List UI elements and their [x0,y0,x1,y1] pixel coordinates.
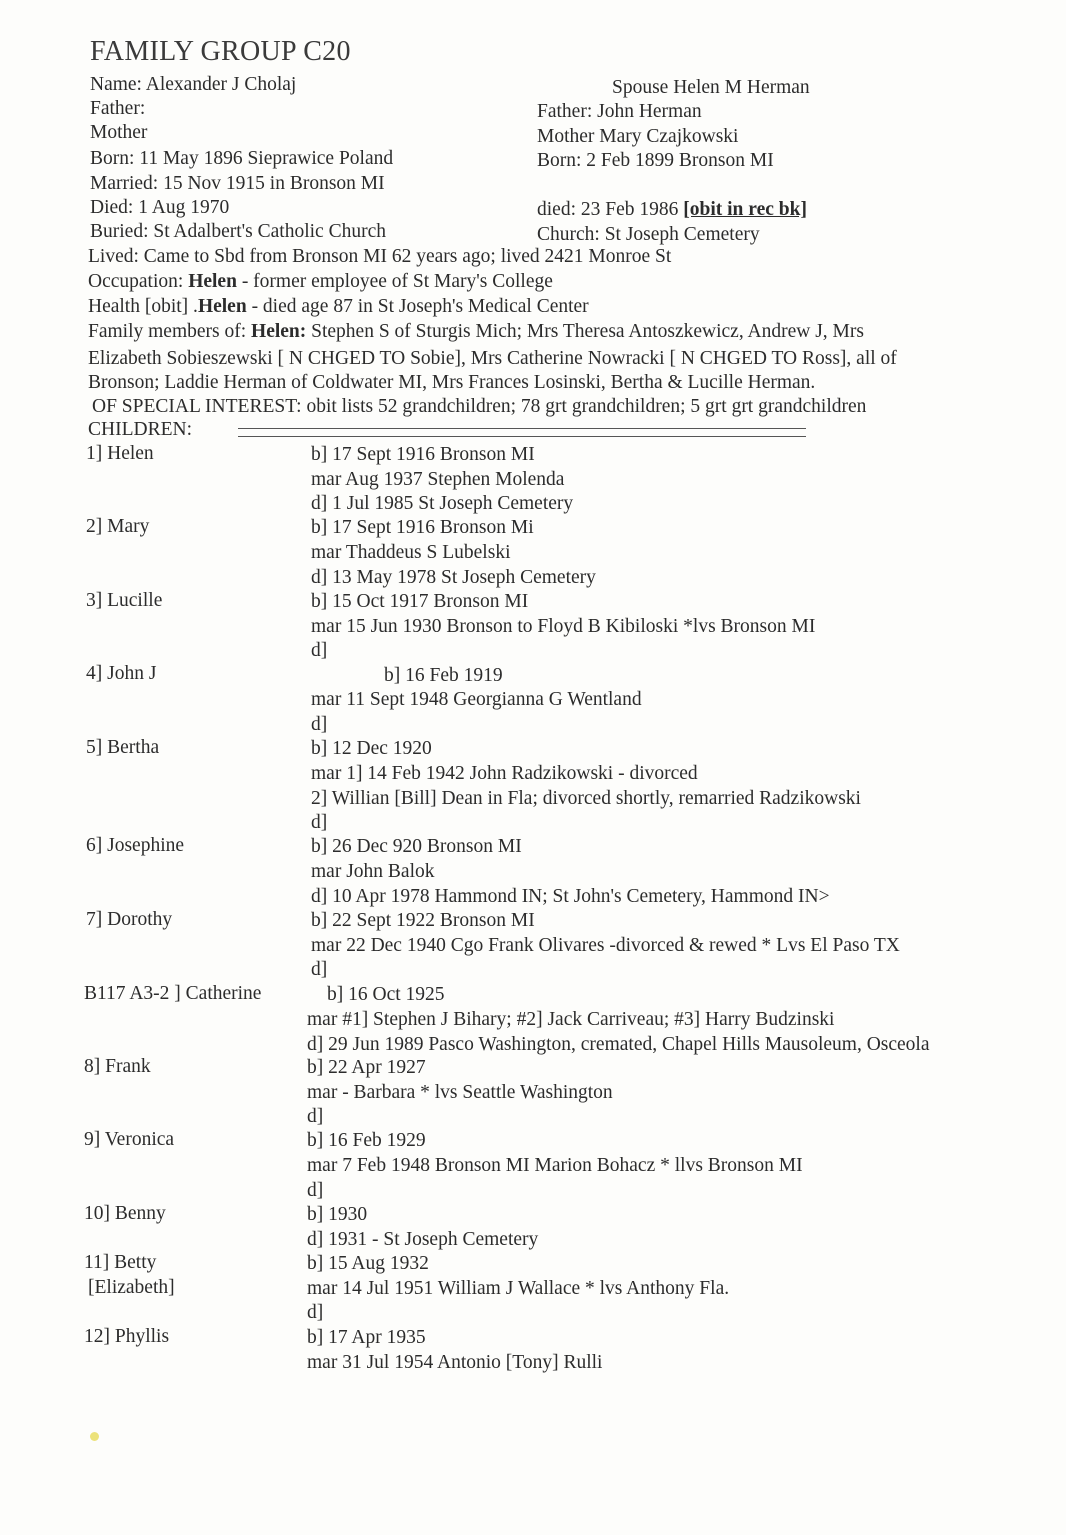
child-detail: b] 12 Dec 1920 [311,738,432,759]
child-detail: b] 17 Sept 1916 Bronson Mi [311,517,534,538]
child-detail: mar 31 Jul 1954 Antonio [Tony] Rulli [307,1352,603,1373]
occupation-label: Occupation: [88,271,189,292]
yellow-mark [90,1432,99,1441]
child-detail: b] 16 Oct 1925 [327,984,445,1005]
child-detail: b] 17 Apr 1935 [307,1327,426,1348]
child-name: 1] Helen [86,443,154,464]
child-detail: mar Aug 1937 Stephen Molenda [311,469,565,490]
health-name: Helen [197,296,247,317]
child-name: 9] Veronica [84,1129,175,1150]
occupation-name: Helen [188,271,237,292]
child-name: 3] Lucille [86,590,163,611]
health-line [88,295,589,319]
double-rule [238,428,806,437]
page-title: FAMILY GROUP C20 [90,36,351,67]
family-line-1 [88,320,864,344]
child-detail: mar 22 Dec 1940 Cgo Frank Olivares -divorced & rewed * Lvs El Paso TX [311,935,900,956]
spouse-mother: Mother Mary Czajkowski [537,126,739,147]
child-detail: 2] Willian [Bill] Dean in Fla; divorced shortly, remarried Radzikowski [311,788,861,809]
husband-born: Born: 11 May 1896 Sieprawice Poland [90,148,394,169]
child-name: 6] Josephine [86,835,185,856]
husband-married: Married: 15 Nov 1915 in Bronson MI [90,173,385,194]
child-name: 5] Bertha [86,737,160,758]
occupation-text: - former employee of St Mary's College [236,271,553,292]
child-detail: b] 15 Oct 1917 Bronson MI [311,591,529,612]
child-detail: mar #1] Stephen J Bihary; #2] Jack Carriveau; #3] Harry Budzinski [307,1009,835,1030]
husband-died: Died: 1 Aug 1970 [90,197,230,218]
special-interest-line: OF SPECIAL INTEREST: obit lists 52 grandchildren; 78 grt grandchildren; 5 grt grt grandchildren [92,396,867,417]
child-name: 4] John J [86,663,157,684]
child-detail: b] 26 Dec 920 Bronson MI [311,836,522,857]
child-detail: mar - Barbara * lvs Seattle Washington [307,1082,613,1103]
child-detail: mar 7 Feb 1948 Bronson MI Marion Bohacz * llvs Bronson MI [307,1155,803,1176]
spouse-father: Father: John Herman [537,101,702,122]
child-detail: d] 29 Jun 1989 Pasco Washington, cremated, Chapel Hills Mausoleum, Osceola [307,1034,930,1055]
spouse-died [537,198,807,222]
husband-buried: Buried: St Adalbert's Catholic Church [90,221,386,242]
child-detail: b] 16 Feb 1919 [384,665,503,686]
child-detail: d] [307,1180,324,1201]
lived-line: Lived: Came to Sbd from Bronson MI 62 years ago; lived 2421 Monroe St [88,246,672,267]
child-detail: mar 1] 14 Feb 1942 John Radzikowski - divorced [311,763,698,784]
child-detail: b] 22 Sept 1922 Bronson MI [311,910,535,931]
child-detail: d] [307,1302,324,1323]
health-text: - died age 87 in St Joseph's Medical Center [246,296,589,317]
child-name: 10] Benny [84,1203,166,1224]
child-detail: d] [307,1106,324,1127]
family-line-2: Elizabeth Sobieszewski [ N CHGED TO Sobie], Mrs Catherine Nowracki [ N CHGED TO Ross], all of [88,348,897,369]
child-name: B117 A3-2 ] Catherine [84,983,262,1004]
family-line-3: Bronson; Laddie Herman of Coldwater MI, Mrs Frances Losinski, Bertha & Lucille Herman. [88,372,816,393]
child-detail: mar 14 Jul 1951 William J Wallace * lvs Anthony Fla. [307,1278,730,1299]
family-label: Family members of: [88,321,252,342]
child-detail: b] 15 Aug 1932 [307,1253,429,1274]
child-name: 2] Mary [86,516,150,537]
family-text-1: Stephen S of Sturgis Mich; Mrs Theresa Antoszkewicz, Andrew J, Mrs [306,321,864,342]
child-detail: d] 1931 - St Joseph Cemetery [307,1229,539,1250]
spouse-born: Born: 2 Feb 1899 Bronson MI [537,150,774,171]
child-detail: b] 1930 [307,1204,368,1225]
obit-note: [obit in rec bk] [683,199,807,220]
child-detail: b] 17 Sept 1916 Bronson MI [311,444,535,465]
spouse-name: Spouse Helen M Herman [612,77,810,98]
husband-mother: Mother [90,122,148,143]
child-detail: b] 16 Feb 1929 [307,1130,426,1151]
child-name: 11] Betty [84,1252,157,1273]
child-name: 7] Dorothy [86,909,173,930]
husband-father: Father: [90,98,146,119]
child-detail: mar 11 Sept 1948 Georgianna G Wentland [311,689,642,710]
child-detail: mar Thaddeus S Lubelski [311,542,511,563]
husband-name: Name: Alexander J Cholaj [90,74,297,95]
occupation-line [88,270,553,294]
child-detail: d] 13 May 1978 St Joseph Cemetery [311,567,596,588]
child-detail: d] [311,714,328,735]
child-detail: d] 1 Jul 1985 St Joseph Cemetery [311,493,574,514]
child-detail: d] [311,959,328,980]
spouse-died-text: died: 23 Feb 1986 [537,199,684,220]
child-detail: d] 10 Apr 1978 Hammond IN; St John's Cemetery, Hammond IN> [311,886,830,907]
child-name-alt: [Elizabeth] [88,1277,175,1298]
child-detail: mar 15 Jun 1930 Bronson to Floyd B Kibiloski *lvs Bronson MI [311,616,816,637]
health-label: Health [obit] . [88,296,198,317]
child-detail: mar John Balok [311,861,435,882]
family-name: Helen: [251,321,307,342]
spouse-church: Church: St Joseph Cemetery [537,224,760,245]
child-detail: d] [311,812,328,833]
child-detail: b] 22 Apr 1927 [307,1057,426,1078]
children-heading: CHILDREN: [88,419,192,440]
child-name: 12] Phyllis [84,1326,170,1347]
child-detail: d] [311,640,328,661]
child-name: 8] Frank [84,1056,151,1077]
